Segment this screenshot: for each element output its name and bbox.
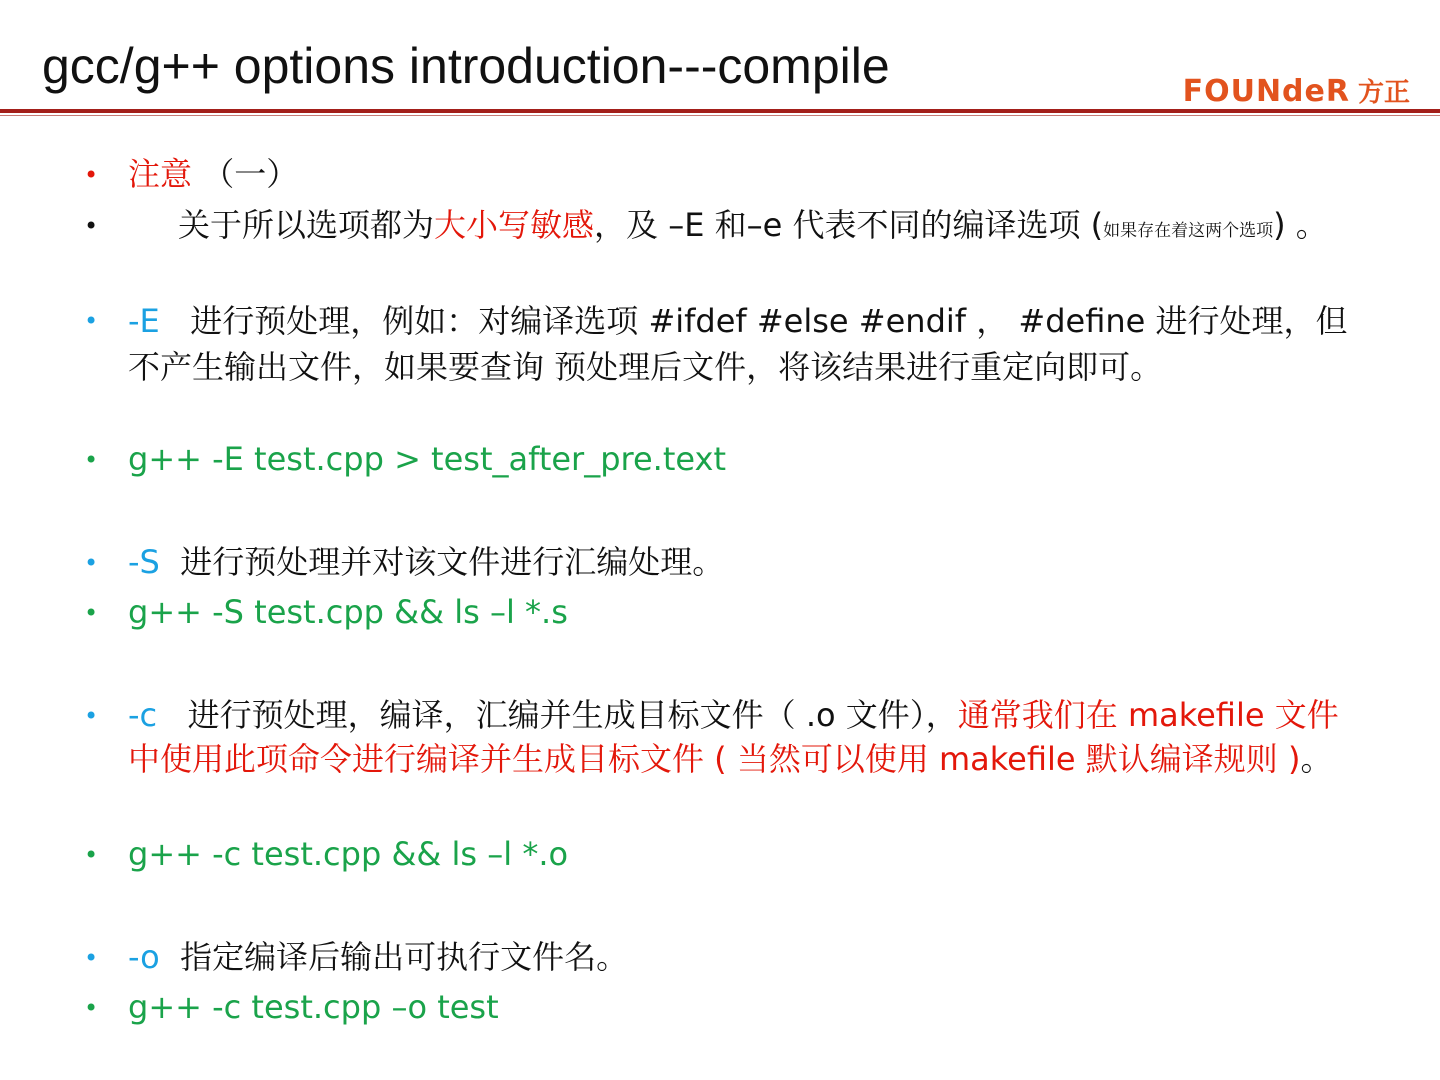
- logo-latin-text: FOUNdeR: [1182, 74, 1350, 109]
- command-preprocess: g++ -E test.cpp > test_after_pre.text: [128, 440, 726, 478]
- bullet-dot: •: [84, 549, 99, 577]
- case-text-3: ) 。: [1273, 206, 1328, 244]
- bullet-dot: •: [84, 446, 99, 474]
- bullet-option-o: [128, 935, 1353, 980]
- option-c-label: -c: [128, 696, 158, 734]
- bullet-dot: •: [84, 994, 99, 1022]
- command-output: g++ -c test.cpp –o test: [128, 988, 499, 1026]
- option-E-label: -E: [128, 302, 160, 340]
- option-E-text: 进行预处理，例如：对编译选项 #ifdef #else #endif ， #define 进行处理，但不产生输出文件，如果要查询 预处理后文件，将该结果进行重定向即可。: [128, 302, 1348, 386]
- bullet-note: [128, 152, 1353, 197]
- command-compile: g++ -c test.cpp && ls –l *.o: [128, 835, 569, 873]
- bullet-dot: •: [84, 307, 99, 335]
- bullet-dot: •: [84, 702, 99, 730]
- founder-logo: [1183, 72, 1410, 109]
- bullet-case-sensitive: [128, 203, 1353, 254]
- bullet-option-c: [128, 693, 1353, 781]
- title-divider-thin: [0, 115, 1440, 116]
- bullet-dot: •: [84, 841, 99, 869]
- case-text-1: 关于所以选项都为: [178, 206, 435, 244]
- option-S-text: 进行预处理并对该文件进行汇编处理。: [180, 543, 725, 581]
- case-text-small: 如果存在着这两个选项: [1103, 221, 1274, 241]
- bullet-option-E: [128, 298, 1353, 390]
- option-c-highlight: 通常我们在 makefile 文件中使用此项命令进行编译并生成目标文件 ( 当然可以使用 makefile 默认编译规则 ): [128, 696, 1339, 778]
- option-o-text: 指定编译后输出可执行文件名。: [180, 938, 629, 976]
- bullet-dot: •: [84, 944, 99, 972]
- option-c-end: 。: [1300, 740, 1333, 778]
- case-text-highlight: 大小写敏感: [434, 206, 595, 244]
- bullet-option-S: [128, 540, 1353, 585]
- note-suffix: （一）: [202, 155, 299, 193]
- bullet-dot: •: [84, 599, 99, 627]
- bullet-dot: •: [84, 161, 99, 189]
- option-S-label: -S: [128, 543, 160, 581]
- case-text-2: ，及 –E 和–e 代表不同的编译选项 (: [594, 206, 1104, 244]
- slide-title: gcc/g++ options introduction---compile: [42, 38, 890, 94]
- note-label: 注意: [128, 155, 193, 193]
- option-o-label: -o: [128, 938, 160, 976]
- command-assemble: g++ -S test.cpp && ls –l *.s: [128, 593, 568, 631]
- option-c-text: 进行预处理，编译，汇编并生成目标文件（ .o 文件），: [187, 696, 958, 734]
- logo-chinese-text: 方正: [1357, 78, 1410, 108]
- bullet-dot: •: [84, 212, 99, 240]
- title-divider: [0, 109, 1440, 113]
